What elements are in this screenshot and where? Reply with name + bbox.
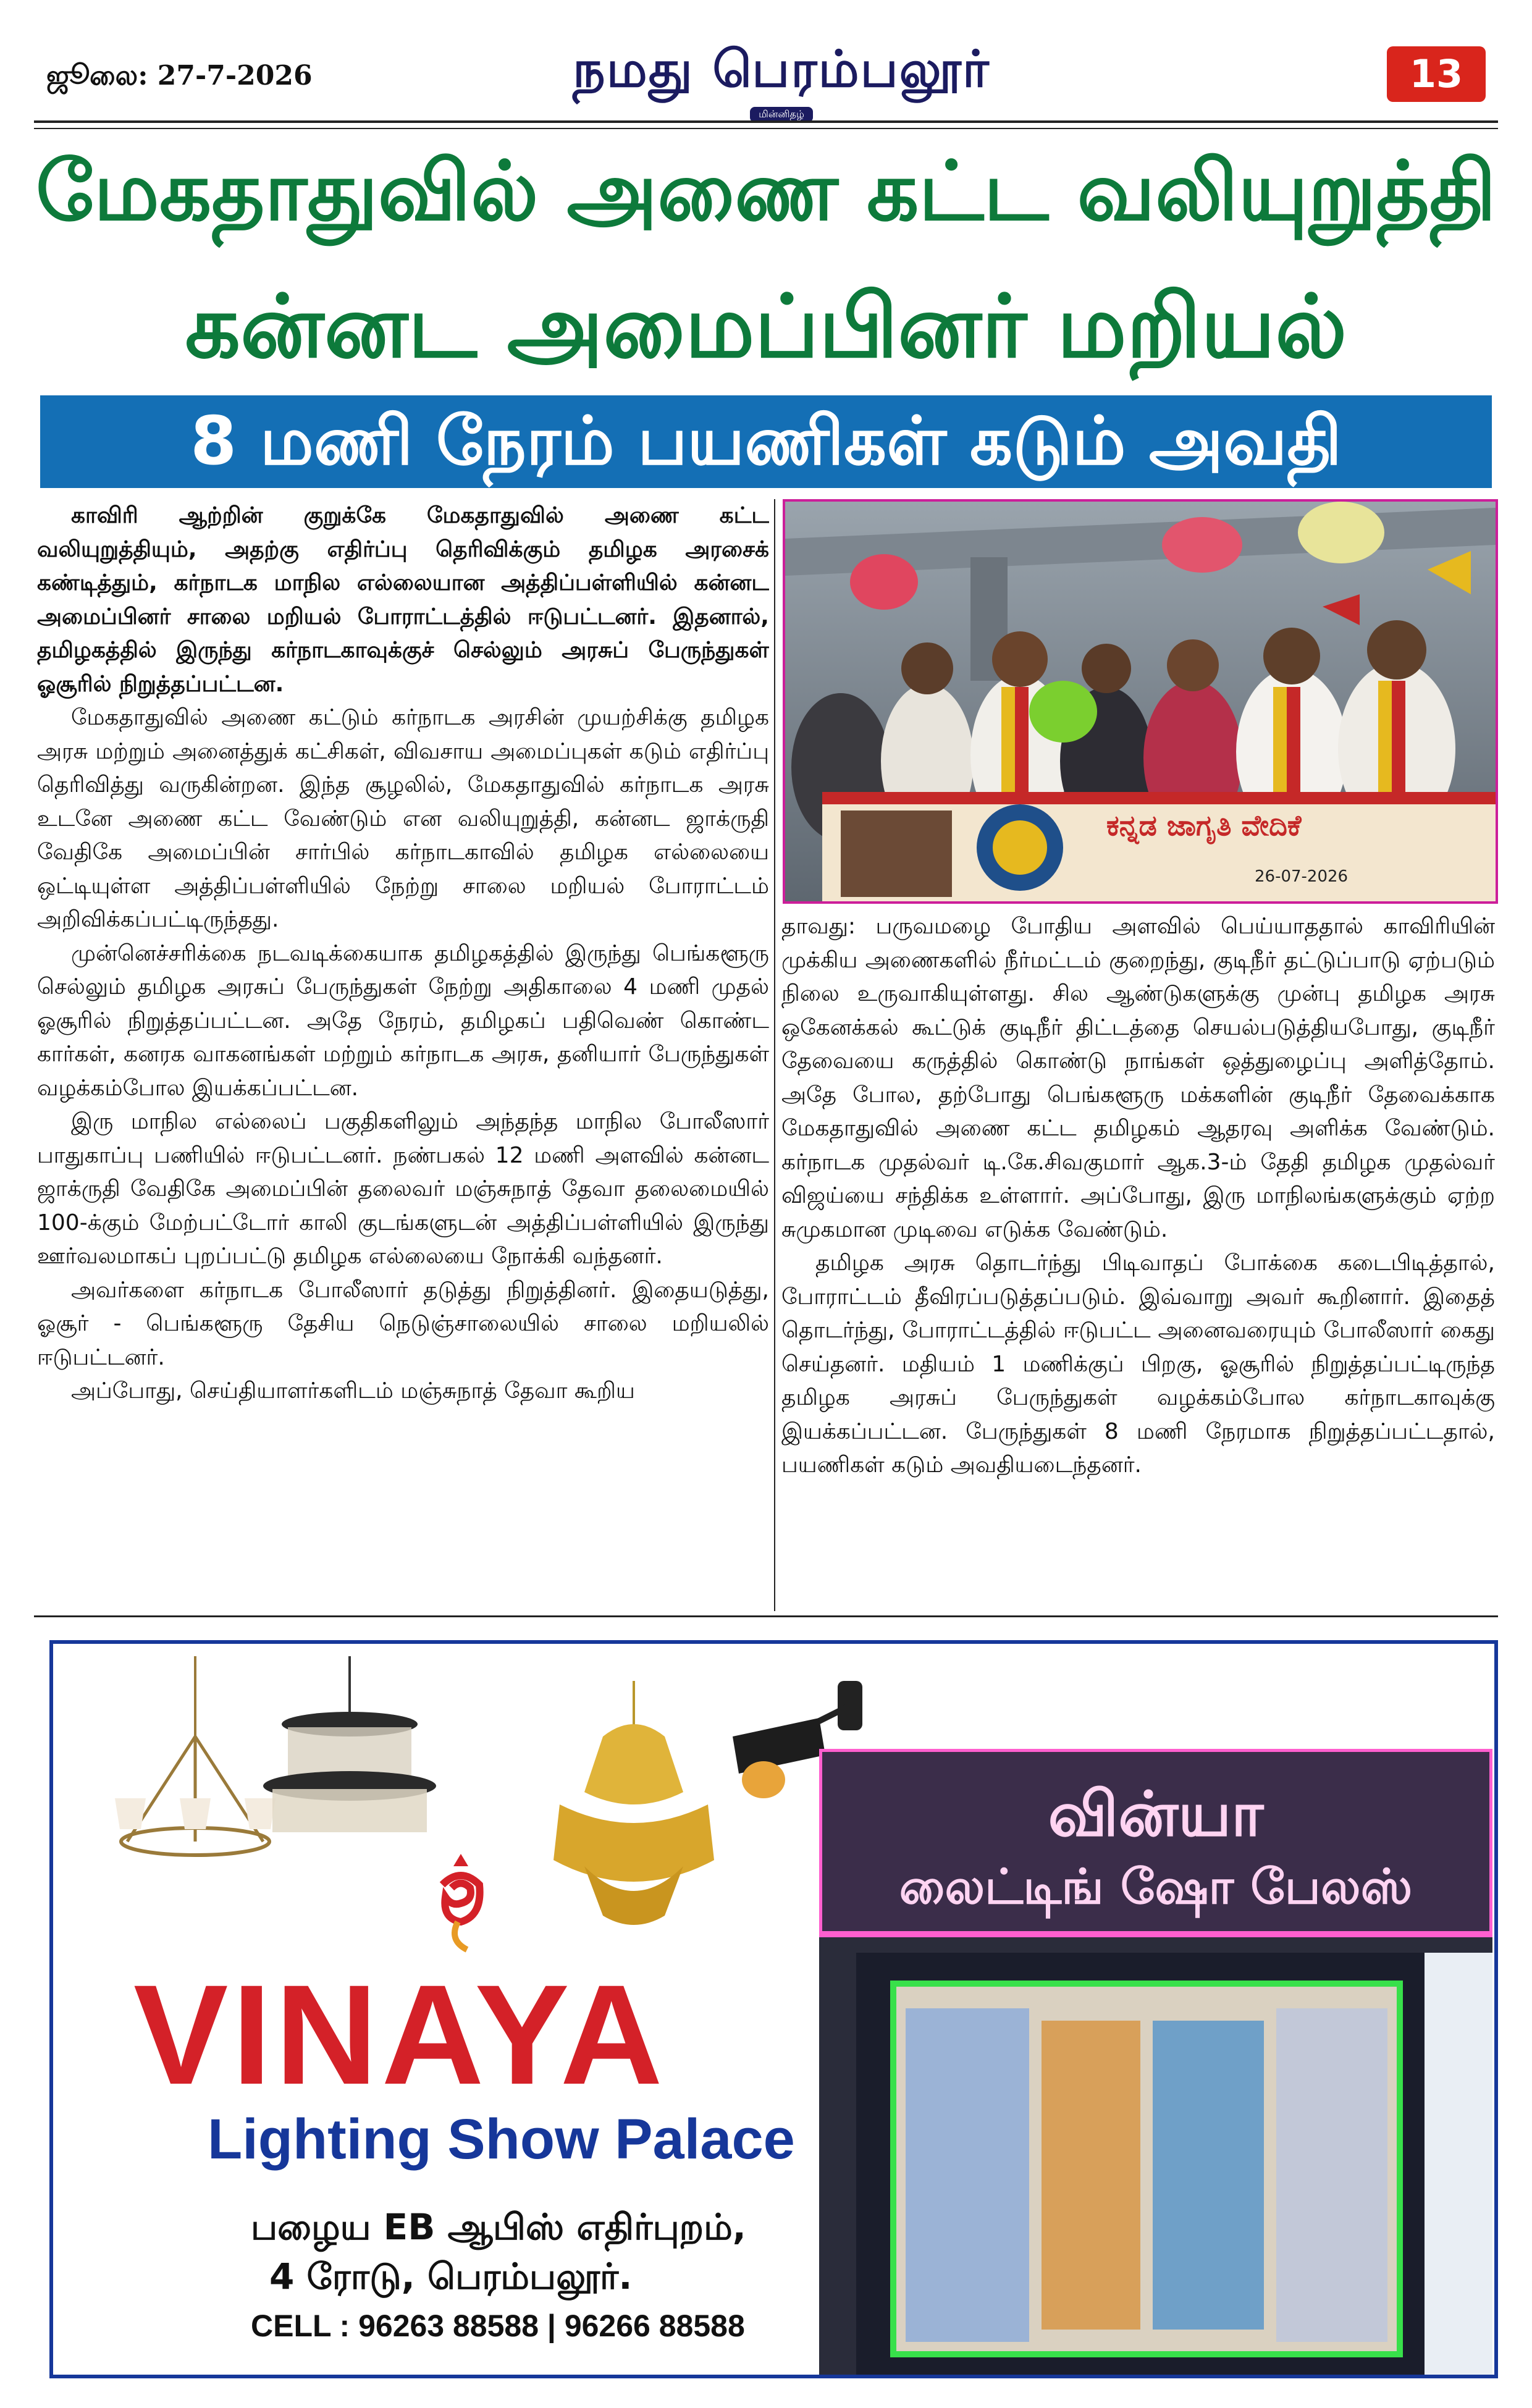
- ad-address-line-2: 4 ரோடு, பெரம்பலூர்.: [269, 2255, 633, 2297]
- column-divider: [774, 499, 775, 1611]
- newspaper-name: நமது பெரம்பலூர்: [573, 40, 990, 99]
- article-lead-paragraph: காவிரி ஆற்றின் குறுக்கே மேகதாதுவில் அணை கட்ட வலியுறுத்தியும், அதற்கு எதிர்ப்பு தெரிவிக்கும் தமிழக அரசைக் கண்டித்தும், கர்நாடக மாநில எல்லையான அத்திப்பள்ளியில் கன்னட அமைப்பினர் சாலை மறியல் போராட்டத்தில் ஈடுபட்டனர். இதனால், தமிழகத்தில் இருந்து கர்நாடகாவுக்குச் செல்லும் அரசுப் பேருந்துகள் ஓசூரில் நிறுத்தப்பட்டன.: [37, 503, 769, 697]
- article-paragraph: அவர்களை கர்நாடக போலீஸார் தடுத்து நிறுத்தினர். இதையடுத்து, ஓசூர் - பெங்களூரு தேசிய நெடுஞ்சாலையில் சாலை மறியலில் ஈடுபட்டனர்.: [37, 1277, 769, 1370]
- article-paragraph: முன்னெச்சரிக்கை நடவடிக்கையாக தமிழகத்தில் இருந்து பெங்களூரு செல்லும் தமிழக அரசுப் பேருந்துகள் நேற்று அதிகாலை 4 மணி முதல் ஓசூரில் நிறுத்தப்பட்டன. அதே நேரம், தமிழகப் பதிவெண் கொண்ட கார்கள், கனரக வாகனங்கள் மற்றும் கர்நாடக அரசு, தனியார் பேருந்துகள் வழக்கம்போல இயக்கப்பட்டன.: [37, 940, 769, 1101]
- ad-address-line-1: பழைய EB ஆபிஸ் எதிர்புறம்,: [251, 2206, 746, 2248]
- article-paragraph: தாவது: பருவமழை போதிய அளவில் பெய்யாததால் காவிரியின் முக்கிய அணைகளில் நீர்மட்டம் குறைந்து, குடிநீர் தட்டுப்பாடு ஏற்படும் நிலை உருவாகியுள்ளது. சில ஆண்டுகளுக்கு முன்பு தமிழக அரசு ஒகேனக்கல் கூட்டுக் குடிநீர் திட்டத்தை செயல்படுத்தியபோது, குடிநீர் தேவையை கருத்தில் கொண்டு நாங்கள் ஒத்துழைப்பு அளித்தோம். அதே போல, தற்போது பெங்களூரு மக்களின் குடிநீர் தேவைக்காக மேகதாதுவில் அணை கட்ட தமிழகம் ஆதரவு அளிக்க வேண்டும். கர்நாடக முதல்வர் டி.கே.சிவகுமார் ஆக.3-ம் தேதி தமிழக முதல்வர் விஜய்யை சந்திக்க உள்ளார். அப்போது, இரு மாநிலங்களுக்கும் ஏற்ற சுமுகமான முடிவை எடுக்க வேண்டும்.: [781, 914, 1495, 1242]
- article-paragraph: அப்போது, செய்தியாளர்களிடம் மஞ்சுநாத் தேவா கூறிய: [71, 1378, 635, 1404]
- photo-banner-title: ಕನ್ನಡ ಜಾಗೃತಿ ವೇದಿಕೆ: [1106, 809, 1302, 842]
- ganesha-logo-icon: [424, 1848, 498, 1953]
- protest-photo: [783, 499, 1498, 904]
- store-front-photo: [819, 1749, 1492, 2376]
- crystal-chandelier-icon: [263, 1656, 436, 1832]
- headline-line-2: கன்னட அமைப்பினர் மறியல்: [185, 277, 1347, 377]
- masthead: [34, 28, 1498, 133]
- subheadline-banner: 8 மணி நேரம் பயணிகள் கடும் அவதி: [40, 395, 1492, 488]
- gold-chandelier-icon: [553, 1681, 714, 1925]
- article-paragraph: தமிழக அரசு தொடர்ந்து பிடிவாதப் போக்கை கடைபிடித்தால், போராட்டம் தீவிரப்படுத்தப்படும். இவ்வாறு அவர் கூறினார். இதைத் தொடர்ந்து, போராட்டத்தில் ஈடுபட்ட அனைவரையும் போலீஸார் கைது செய்தனர். மதியம் 1 மணிக்குப் பிறகு, ஓசூரில் நிறுத்தப்பட்டிருந்த தமிழக அரசுப் பேருந்துகள் வழக்கம்போல கர்நாடகாவுக்கு இயக்கப்பட்டன. பேருந்துகள் 8 மணி நேரமாக நிறுத்தப்பட்டதால், பயணிகள் கடும் அவதியடைந்தனர்.: [781, 1250, 1495, 1478]
- ad-phone-numbers: CELL : 96263 88588 | 96266 88588: [251, 2309, 745, 2343]
- news-article: [34, 499, 1498, 1617]
- headline-line-1: மேகதாதுவில் அணை கட்ட வலியுறுத்தி: [36, 144, 1496, 239]
- article-column-2: [781, 910, 1495, 1611]
- photo-banner-date: 26-07-2026: [1255, 867, 1349, 886]
- issue-date: ஜூலை: 27-7-2026: [46, 60, 313, 91]
- store-sign-line-1: வின்யா: [1048, 1778, 1264, 1850]
- store-sign-line-2: லைட்டிங் ஷோ பேலஸ்: [899, 1859, 1413, 1915]
- newspaper-brand: [503, 40, 1059, 122]
- masthead-divider: [34, 120, 1498, 129]
- protest-photo-illustration: [785, 502, 1496, 901]
- vinaya-lighting-advertisement: [49, 1640, 1498, 2378]
- article-column-1: [37, 499, 769, 1611]
- ad-brand-name: VINAYA: [133, 1955, 667, 2114]
- newspaper-tagline: மின்னிதழ்: [750, 107, 813, 122]
- chandelier-icons: [90, 1656, 930, 1947]
- ad-brand-subtitle: Lighting Show Palace: [208, 2108, 795, 2171]
- page-number-badge: 13: [1387, 46, 1486, 102]
- article-paragraph: இரு மாநில எல்லைப் பகுதிகளிலும் அந்தந்த மாநில போலீஸார் பாதுகாப்பு பணியில் ஈடுபட்டனர். நண்பகல் 12 மணி அளவில் கன்னட ஜாக்ருதி வேதிகே அமைப்பின் தலைவர் மஞ்சுநாத் தேவா தலைமையில் 100-க்கும் மேற்பட்டோர் காலி குடங்களுடன் அத்திப்பள்ளியில் இருந்து ஊர்வலமாகப் புறப்பட்டு தமிழக எல்லையை நோக்கி வந்தனர்.: [37, 1109, 769, 1269]
- chandelier-icon: [115, 1656, 276, 1855]
- article-paragraph: மேகதாதுவில் அணை கட்டும் கர்நாடக அரசின் முயற்சிக்கு தமிழக அரசு மற்றும் அனைத்துக் கட்சிகள், விவசாய அமைப்புகள் கடும் எதிர்ப்பு தெரிவித்து வருகின்றன. இந்த சூழலில், மேகதாதுவில் கர்நாடக அரசு உடனே அணை கட்ட வேண்டும் என வலியுறுத்தி, கன்னட ஜாக்ருதி வேதிகே அமைப்பின் சார்பில் கர்நாடகாவில் தமிழக எல்லையை ஒட்டியுள்ள அத்திப்பள்ளியில் நேற்று சாலை மறியல் போராட்டம் அறிவிக்கப்பட்டிருந்தது.: [37, 705, 769, 932]
